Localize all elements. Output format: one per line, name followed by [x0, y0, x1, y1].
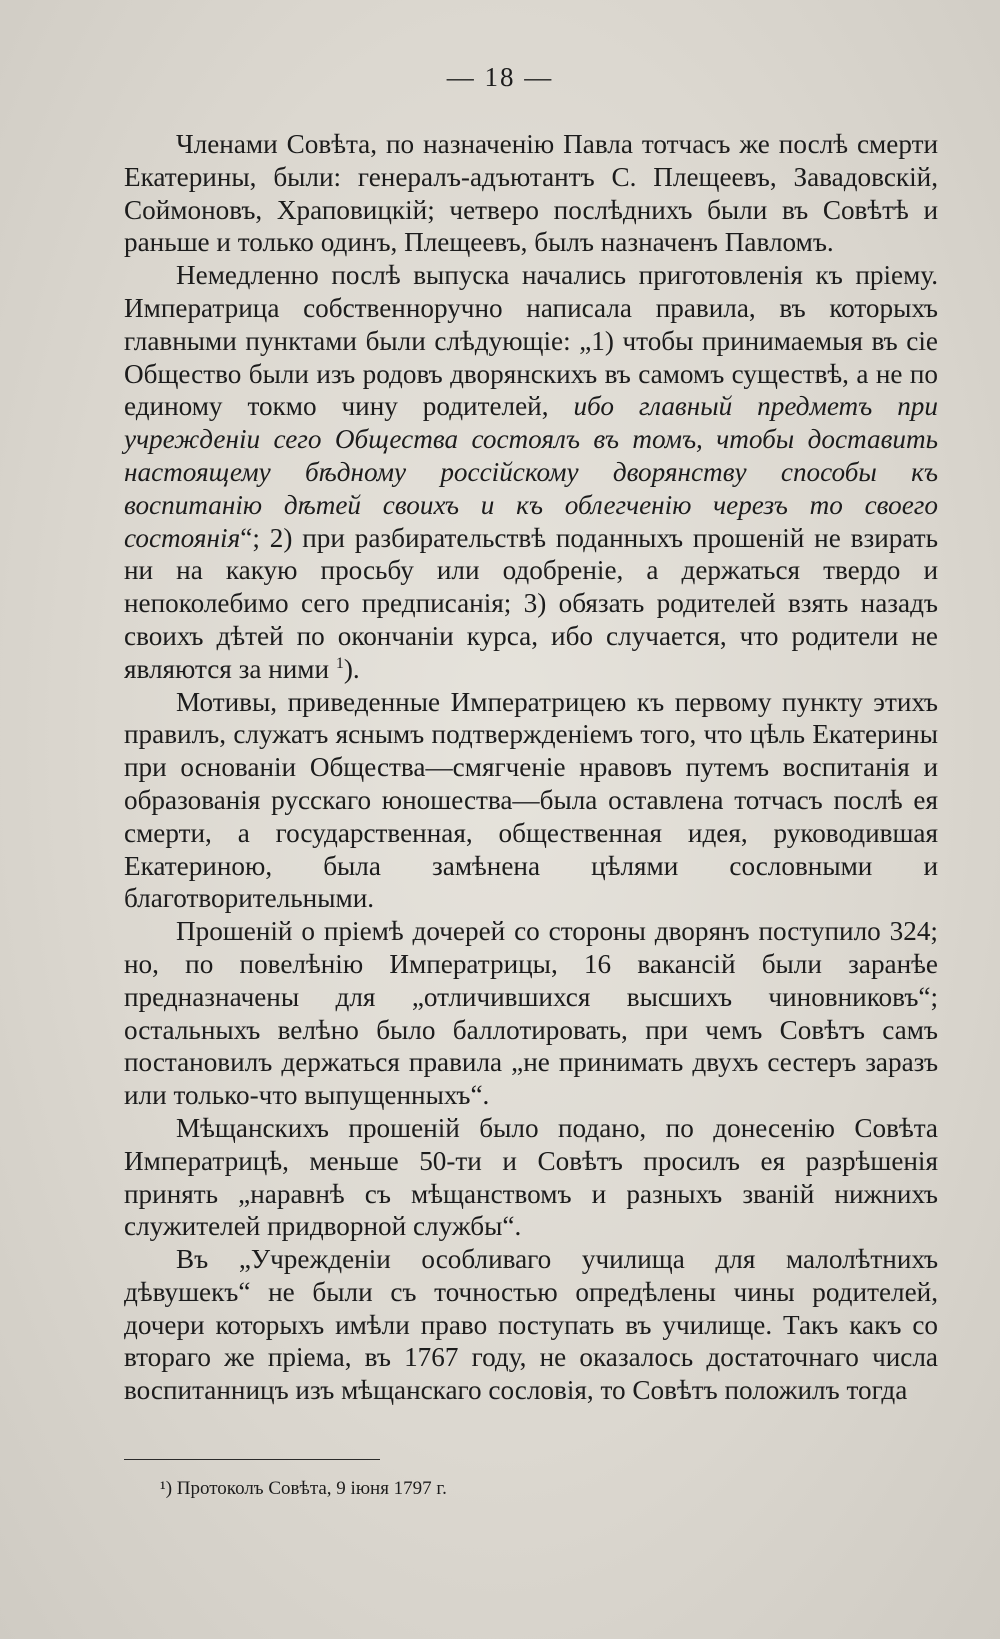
paragraph-2-start: Немедленно послѣ выпуска начались приготовленія къ пріему. Императрица собственноручно написала правила, въ которыхъ главными пунктами были слѣдующіе: „1) чтобы принимаемыя въ сіе Общество были изъ родовъ дворянскихъ въ самомъ существѣ, а не по единому токмо чину родителей, [124, 260, 938, 422]
paragraph-6: Въ „Учрежденіи особливаго училища для малолѣтнихъ дѣвушекъ“ не были съ точностью опредѣлены чины родителей, дочери которыхъ имѣли право поступать въ училище. Такъ какъ со втораго же пріема, въ 1767 году, не оказалось достаточнаго числа воспитанницъ изъ мѣщанскаго сословія, то Совѣтъ положилъ тогда [124, 1244, 938, 1406]
paragraph-5: Мѣщанскихъ прошеній было подано, по донесенію Совѣта Императрицѣ, меньше 50-ти и Совѣтъ просилъ ея разрѣшенія принять „наравнѣ съ мѣщанствомъ и разныхъ званій нижнихъ служителей придворной службы“. [124, 1112, 938, 1242]
paragraph-4: Прошеній о пріемѣ дочерей со стороны дворянъ поступило 324; но, по повелѣнію Императрицы, 16 вакансій были заранѣе предназначены для „отличившихся высшихъ чиновниковъ“; остальныхъ велѣно было баллотировать, при чемъ Совѣтъ самъ постановилъ держаться правила „не принимать двухъ сестеръ заразъ или только-что выпущенныхъ“. [124, 916, 938, 1111]
body-text [124, 128, 938, 1407]
footnote [160, 1478, 860, 1500]
paragraph-2-rest: “; 2) при разбирательствѣ поданныхъ прошеній не взирать ни на какую просьбу или одобреніе, а держаться твердо и непоколебимо сего предписанія; 3) обязать родителей взять назадъ своихъ дѣтей по окончаніи курса, ибо случается, что родители не являются за ними [124, 522, 938, 684]
paragraph-3: Мотивы, приведенные Императрицею къ первому пункту этихъ правилъ, служатъ яснымъ подтвержденіемъ того, что цѣль Екатерины при основаніи Общества—смягченіе нравовъ путемъ воспитанія и образованія русскаго юношества—была оставлена тотчасъ послѣ ея смерти, а государственная, общественная идея, руководившая Екатериною, была замѣнена цѣлями сословными и благотворительными. [124, 686, 938, 914]
footnote-text: Протоколъ Совѣта, 9 іюня 1797 г. [176, 1478, 447, 1499]
paragraph-2 [124, 259, 938, 685]
paragraph-2-end: ). [343, 653, 360, 684]
footnote-mark: ¹) [160, 1478, 173, 1499]
footnote-reference: 1 [335, 654, 344, 672]
footnote-divider [124, 1459, 380, 1460]
paragraph-2-italic-quote: ибо главный предметъ при учрежденіи сего Общества состоялъ въ томъ, чтобы доставить настоящему бѣдному россійскому дворянству способы къ воспитанію дѣтей своихъ и къ облегченію черезъ то своего состоянія [124, 391, 938, 553]
paragraph-1: Членами Совѣта, по назначенію Павла тотчасъ же послѣ смерти Екатерины, были: генералъ-адъютантъ С. Плещеевъ, Завадовскій, Соймоновъ, Храповицкій; четверо послѣднихъ были въ Совѣтѣ и раньше и только одинъ, Плещеевъ, былъ назначенъ Павломъ. [124, 129, 938, 258]
page-number: — 18 — [446, 62, 554, 92]
